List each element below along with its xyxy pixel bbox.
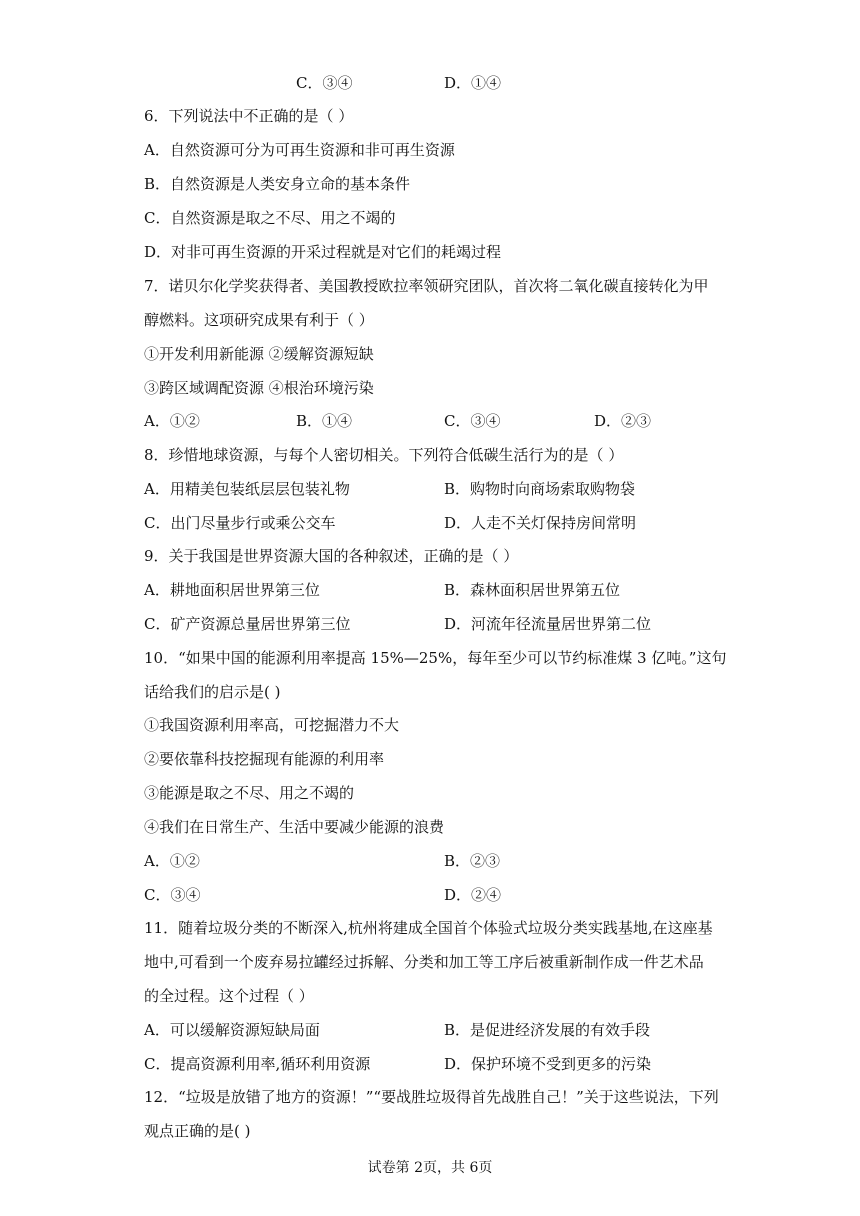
q10-option-b: B．②③ [444,852,501,870]
q6-option-a: A．自然资源可分为可再生资源和非可再生资源 [144,141,455,159]
q9-option-d: D．河流年径流量居世界第二位 [444,615,652,633]
q10-item-4: ④我们在日常生产、生活中要减少能源的浪费 [144,818,445,836]
q6-stem: 6．下列说法中不正确的是（ ） [144,107,354,125]
page-footer: 试卷第 2页，共 6页 [367,1160,493,1176]
q8-stem: 8．珍惜地球资源，与每个人密切相关。下列符合低碳生活行为的是（ ） [144,446,624,464]
q6-option-b: B．自然资源是人类安身立命的基本条件 [144,175,411,193]
q9-stem: 9．关于我国是世界资源大国的各种叙述，正确的是（ ） [144,547,519,565]
q11-stem-line2: 地中,可看到一个废弃易拉罐经过拆解、分类和加工等工序后被重新制作成一件艺术品 [144,953,704,971]
q6-option-d: D．对非可再生资源的开采过程就是对它们的耗竭过程 [144,243,502,261]
q7-stem-line1: 7．诺贝尔化学奖获得者、美国教授欧拉率领研究团队，首次将二氧化碳直接转化为甲 [144,277,709,295]
q7-items-line2: ③跨区域调配资源 ④根治环境污染 [144,379,374,397]
q7-option-d: D．②③ [594,412,652,430]
q9-option-c: C．矿产资源总量居世界第三位 [144,615,351,633]
q11-stem-line1: 11．随着垃圾分类的不断深入,杭州将建成全国首个体验式垃圾分类实践基地,在这座基 [144,919,713,937]
q10-option-c: C．③④ [144,886,201,904]
q11-option-d: D．保护环境不受到更多的污染 [444,1055,652,1073]
q10-stem-line2: 话给我们的启示是( ) [144,683,281,701]
q7-stem-line2: 醇燃料。这项研究成果有利于（ ） [144,311,374,329]
q6-option-c: C．自然资源是取之不尽、用之不竭的 [144,209,396,227]
q12-stem-line1: 12．“垃圾是放错了地方的资源！”“要战胜垃圾得首先战胜自己！”关于这些说法，下列 [144,1088,719,1106]
q8-option-a: A．用精美包装纸层层包装礼物 [144,480,350,498]
q10-option-a: A．①② [144,852,200,870]
q9-option-b: B．森林面积居世界第五位 [444,581,621,599]
q10-item-2: ②要依靠科技挖掘现有能源的利用率 [144,750,385,768]
q5-option-d: D．①④ [444,74,502,92]
q11-option-a: A．可以缓解资源短缺局面 [144,1021,320,1039]
q8-option-d: D．人走不关灯保持房间常明 [444,514,637,532]
q9-option-a: A．耕地面积居世界第三位 [144,581,320,599]
q7-option-b: B．①④ [296,412,353,430]
q8-option-c: C．出门尽量步行或乘公交车 [144,514,336,532]
q8-option-b: B．购物时向商场索取购物袋 [444,480,636,498]
q10-item-3: ③能源是取之不尽、用之不竭的 [144,784,355,802]
q10-stem-line1: 10．“如果中国的能源利用率提高 15%—25%，每年至少可以节约标准煤 3 亿吨。”这句 [144,649,727,667]
q11-option-c: C．提高资源利用率,循环利用资源 [144,1055,371,1073]
q12-stem-line2: 观点正确的是( ) [144,1122,251,1140]
q7-items-line1: ①开发利用新能源 ②缓解资源短缺 [144,345,374,363]
q7-option-c: C．③④ [444,412,501,430]
q7-option-a: A．①② [144,412,200,430]
q10-item-1: ①我国资源利用率高，可挖掘潜力不大 [144,716,400,734]
q5-option-c: C．③④ [296,74,353,92]
q10-option-d: D．②④ [444,886,502,904]
q11-option-b: B．是促进经济发展的有效手段 [444,1021,651,1039]
q11-stem-line3: 的全过程。这个过程（ ） [144,987,314,1005]
